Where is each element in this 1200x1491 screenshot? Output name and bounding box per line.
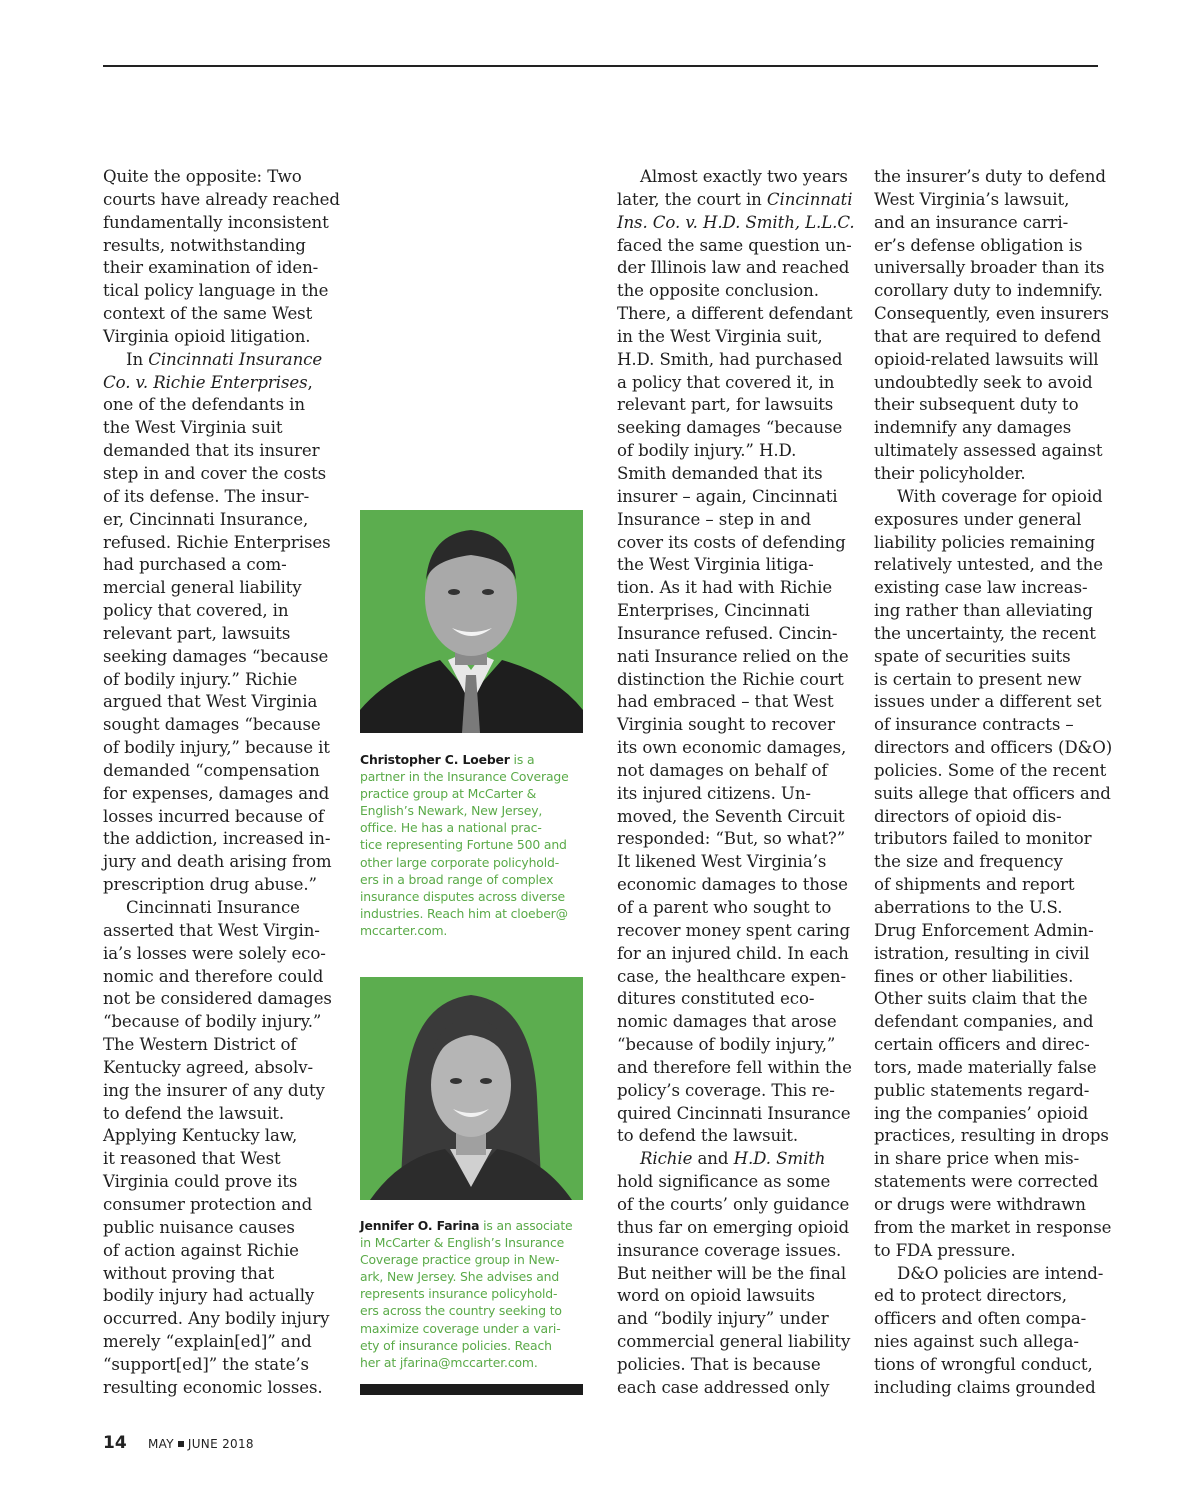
bio-line xyxy=(360,922,590,939)
bio-line xyxy=(360,1234,590,1251)
text-line: a policy that covered it, in xyxy=(617,372,835,392)
text-line: “because of bodily injury,” xyxy=(617,1035,836,1055)
bio-text: ark, New Jersey. She advises and xyxy=(360,1269,560,1285)
text-line: There, a different defendant xyxy=(617,304,853,324)
separator-square-icon xyxy=(178,1441,184,1447)
text-line: including claims grounded xyxy=(874,1377,1096,1397)
text-line: D&O policies are intend- xyxy=(897,1263,1104,1283)
text-line: jury and death arising from xyxy=(103,852,332,872)
text-line: seeking damages “because xyxy=(103,646,329,666)
bio-text: ety of insurance policies. Reach xyxy=(360,1337,552,1353)
text-line: universally broader than its xyxy=(874,258,1105,278)
text-line: undoubtedly seek to avoid xyxy=(874,372,1093,392)
page-number: 14 xyxy=(103,1433,127,1453)
text-line: ed to protect directors, xyxy=(874,1286,1067,1306)
text-line: statements were corrected xyxy=(874,1172,1099,1192)
text-line: results, notwithstanding xyxy=(103,235,306,255)
text-line: fundamentally inconsistent xyxy=(103,212,329,232)
text-line: insurance coverage issues. xyxy=(617,1240,842,1260)
text-line: Virginia sought to recover xyxy=(617,715,835,735)
text-line: to defend the lawsuit. xyxy=(103,1103,285,1123)
text-line: of its defense. The insur- xyxy=(103,486,310,506)
text-line: spate of securities suits xyxy=(874,646,1071,666)
text-line: had embraced – that West xyxy=(617,692,834,712)
text-line: and therefore fell within the xyxy=(617,1057,852,1077)
text-line: istration, resulting in civil xyxy=(874,943,1090,963)
text-line: policy’s coverage. This re- xyxy=(617,1080,835,1100)
bio-line xyxy=(360,836,590,853)
text-line: the uncertainty, the recent xyxy=(874,623,1096,643)
text-line: Cincinnati Insurance xyxy=(126,898,300,917)
text-line: tions of wrongful conduct, xyxy=(874,1354,1093,1374)
issue-date xyxy=(148,1437,254,1451)
bio-text: other large corporate policyhold- xyxy=(360,854,560,870)
text-line: policy that covered, in xyxy=(103,601,289,621)
text-line: context of the same West xyxy=(103,304,313,324)
text-line: in the West Virginia suit, xyxy=(617,326,823,346)
bio-line xyxy=(360,905,590,922)
text-line: H.D. Smith, had purchased xyxy=(617,349,843,369)
text-line: Smith demanded that its xyxy=(617,463,823,483)
text-line: that are required to defend xyxy=(874,326,1102,346)
bio-text: ers across the country seeking to xyxy=(360,1303,562,1319)
sidebar-end-bar xyxy=(360,1384,583,1395)
bio-text: ers in a broad range of complex xyxy=(360,871,554,887)
text-line: for expenses, damages and xyxy=(103,783,330,803)
text-line: and “bodily injury” under xyxy=(617,1309,829,1329)
text-line: or drugs were withdrawn xyxy=(874,1194,1086,1214)
bio-text: represents insurance policyhold- xyxy=(360,1286,558,1302)
text-line: relevant part, lawsuits xyxy=(103,623,291,643)
text-line: fines or other liabilities. xyxy=(874,966,1074,986)
text-line: consumer protection and xyxy=(103,1194,313,1214)
text-line: Richie and H.D. Smith xyxy=(640,1149,826,1169)
bio-line xyxy=(360,1217,590,1234)
text-line: each case addressed only xyxy=(617,1377,830,1397)
text-line: of bodily injury.” Richie xyxy=(103,669,298,689)
text-line: is certain to present new xyxy=(874,669,1082,689)
text-line: not be considered damages xyxy=(103,989,332,1009)
text-line: suits allege that officers and xyxy=(874,783,1111,803)
text-line: policies. Some of the recent xyxy=(874,760,1107,780)
bio-text: industries. Reach him at cloeber@ xyxy=(360,905,568,921)
bio-text: mccarter.com. xyxy=(360,922,448,938)
text-line: certain officers and direc- xyxy=(874,1035,1090,1055)
bio-line xyxy=(360,1268,590,1285)
text-line: distinction the Richie court xyxy=(617,669,844,689)
text-line: word on opioid lawsuits xyxy=(617,1286,815,1306)
bio-text: her at jfarina@mccarter.com. xyxy=(360,1354,538,1370)
text-line: to defend the lawsuit. xyxy=(617,1126,799,1146)
text-line: ditures constituted eco- xyxy=(617,989,815,1009)
text-line: one of the defendants in xyxy=(103,395,305,415)
bio-text: partner in the Insurance Coverage xyxy=(360,769,569,785)
bio-text: maximize coverage under a vari- xyxy=(360,1320,561,1336)
text-line: ultimately assessed against xyxy=(874,441,1103,461)
text-line: practices, resulting in drops xyxy=(874,1126,1109,1146)
bio-line xyxy=(360,1354,590,1371)
bio-line xyxy=(360,802,590,819)
text-line: resulting economic losses. xyxy=(103,1377,323,1397)
text-line: tributors failed to monitor xyxy=(874,829,1092,849)
text-line: sought damages “because xyxy=(103,715,321,735)
bio-text: Coverage practice group in New- xyxy=(360,1252,560,1268)
text-line: demanded “compensation xyxy=(103,760,320,780)
text-line: quired Cincinnati Insurance xyxy=(617,1103,851,1123)
text-line: public nuisance causes xyxy=(103,1217,295,1237)
text-line: of a parent who sought to xyxy=(617,898,832,917)
text-line: case, the healthcare expen- xyxy=(617,966,847,986)
text-line: exposures under general xyxy=(874,509,1082,529)
text-line: prescription drug abuse.” xyxy=(103,875,317,895)
bio-text: is a xyxy=(509,752,535,767)
text-line: it reasoned that West xyxy=(103,1149,281,1169)
text-line: In Cincinnati Insurance xyxy=(126,349,323,369)
text-line: tical policy language in the xyxy=(103,281,329,301)
text-line: the West Virginia suit xyxy=(103,418,283,438)
text-line: “because of bodily injury.” xyxy=(103,1012,322,1032)
text-line: er’s defense obligation is xyxy=(874,235,1083,255)
text-line: defendant companies, and xyxy=(874,1012,1094,1032)
text-line: the insurer’s duty to defend xyxy=(874,167,1106,186)
text-line: from the market in response xyxy=(874,1217,1112,1237)
woman-portrait-icon xyxy=(360,977,583,1200)
text-line: Drug Enforcement Admin- xyxy=(874,920,1094,940)
text-line: Co. v. Richie Enterprises, xyxy=(103,372,313,392)
text-line: Applying Kentucky law, xyxy=(103,1126,298,1146)
text-line: the opposite conclusion. xyxy=(617,281,819,301)
text-line: later, the court in Cincinnati xyxy=(617,189,853,209)
bio-text: in McCarter & English’s Insurance xyxy=(360,1235,565,1251)
bio-line xyxy=(360,1251,590,1268)
issue-month-year: JUNE 2018 xyxy=(187,1437,254,1451)
text-line: officers and often compa- xyxy=(874,1309,1087,1329)
text-line: the addiction, increased in- xyxy=(103,829,331,849)
text-line: merely “explain[ed]” and xyxy=(103,1332,312,1352)
text-line: cover its costs of defending xyxy=(617,532,846,552)
text-line: its own economic damages, xyxy=(617,738,847,758)
text-line: of the courts’ only guidance xyxy=(617,1194,850,1214)
text-line: their examination of iden- xyxy=(103,258,319,278)
text-line: commercial general liability xyxy=(617,1332,851,1352)
text-line: nati Insurance relied on the xyxy=(617,646,849,666)
bio-text: office. He has a national prac- xyxy=(360,820,542,836)
text-line: der Illinois law and reached xyxy=(617,258,850,278)
text-line: The Western District of xyxy=(103,1035,297,1055)
text-line: occurred. Any bodily injury xyxy=(103,1309,330,1329)
text-line: and an insurance carri- xyxy=(874,212,1069,232)
text-line: relatively untested, and the xyxy=(874,555,1103,575)
text-line: corollary duty to indemnify. xyxy=(874,281,1103,301)
text-line: of bodily injury.” H.D. xyxy=(617,441,797,461)
text-line: nomic damages that arose xyxy=(617,1012,837,1032)
issue-month: MAY xyxy=(148,1437,174,1451)
text-line: relevant part, for lawsuits xyxy=(617,395,834,415)
text-line: “support[ed]” the state’s xyxy=(103,1354,309,1374)
text-line: of shipments and report xyxy=(874,875,1075,895)
text-line: losses incurred because of xyxy=(103,806,324,826)
bio-line xyxy=(360,1302,590,1319)
text-line: the West Virginia litiga- xyxy=(617,555,814,575)
article-column-4 xyxy=(874,166,1113,1400)
text-line: Insurance – step in and xyxy=(617,509,811,529)
text-line: directors and officers (D&O) xyxy=(874,738,1113,758)
text-line: West Virginia’s lawsuit, xyxy=(874,189,1070,209)
bio-text: insurance disputes across diverse xyxy=(360,888,566,904)
text-line: demanded that its insurer xyxy=(103,441,320,461)
text-line: insurer – again, Cincinnati xyxy=(617,486,838,506)
bio-text: English’s Newark, New Jersey, xyxy=(360,803,543,819)
text-line: Kentucky agreed, absolv- xyxy=(103,1057,313,1077)
text-line: ing the companies’ opioid xyxy=(874,1103,1089,1123)
author-photo-jennifer-farina xyxy=(360,977,583,1200)
bio-text: is an associate xyxy=(479,1218,573,1233)
text-line: er, Cincinnati Insurance, xyxy=(103,509,309,529)
text-line: With coverage for opioid xyxy=(897,486,1103,506)
bio-line xyxy=(360,888,590,905)
author-bio-loeber xyxy=(360,751,590,939)
bio-line xyxy=(360,785,590,802)
text-line: hold significance as some xyxy=(617,1172,831,1192)
text-line: indemnify any damages xyxy=(874,418,1072,438)
text-line: existing case law increas- xyxy=(874,578,1088,598)
article-column-1 xyxy=(103,166,340,1400)
man-portrait-icon xyxy=(360,510,583,733)
text-line: argued that West Virginia xyxy=(103,692,318,712)
text-line: Other suits claim that the xyxy=(874,989,1088,1009)
text-line: faced the same question un- xyxy=(617,235,852,255)
text-line: refused. Richie Enterprises xyxy=(103,532,331,552)
text-line: mercial general liability xyxy=(103,578,302,598)
bio-line xyxy=(360,1285,590,1302)
text-line: to FDA pressure. xyxy=(874,1240,1016,1260)
text-line: of insurance contracts – xyxy=(874,715,1074,735)
text-line: moved, the Seventh Circuit xyxy=(617,806,845,826)
text-line: aberrations to the U.S. xyxy=(874,898,1063,917)
text-line: Enterprises, Cincinnati xyxy=(617,601,810,621)
article-column-3 xyxy=(617,166,855,1400)
text-line: their policyholder. xyxy=(874,463,1026,483)
author-name: Christopher C. Loeber xyxy=(360,752,510,767)
author-photo-christopher-loeber xyxy=(360,510,583,733)
text-line: its injured citizens. Un- xyxy=(617,783,811,803)
text-line: thus far on emerging opioid xyxy=(617,1217,849,1237)
text-line: courts have already reached xyxy=(103,189,340,209)
text-line: recover money spent caring xyxy=(617,920,851,940)
text-line: for an injured child. In each xyxy=(617,943,849,963)
text-line: Almost exactly two years xyxy=(640,167,848,186)
text-line: liability policies remaining xyxy=(874,532,1095,552)
text-line: not damages on behalf of xyxy=(617,760,828,780)
author-name: Jennifer O. Farina xyxy=(360,1218,480,1233)
bio-text: tice representing Fortune 500 and xyxy=(360,837,567,853)
text-line: asserted that West Virgin- xyxy=(103,920,320,940)
text-line: in share price when mis- xyxy=(874,1149,1080,1169)
text-line: of action against Richie xyxy=(103,1240,299,1260)
text-line: had purchased a com- xyxy=(103,555,287,575)
text-line: tors, made materially false xyxy=(874,1057,1097,1077)
text-line: responded: “But, so what?” xyxy=(617,829,846,849)
bio-line xyxy=(360,1320,590,1337)
text-line: bodily injury had actually xyxy=(103,1286,315,1306)
text-line: Virginia opioid litigation. xyxy=(103,326,311,346)
bio-line xyxy=(360,768,590,785)
bio-line xyxy=(360,819,590,836)
text-line: tion. As it had with Richie xyxy=(617,578,833,598)
text-line: nies against such allega- xyxy=(874,1332,1079,1352)
text-line: nomic and therefore could xyxy=(103,966,324,986)
top-rule xyxy=(103,65,1098,67)
text-line: step in and cover the costs xyxy=(103,463,327,483)
bio-line xyxy=(360,871,590,888)
text-line: without proving that xyxy=(103,1263,275,1283)
text-line: their subsequent duty to xyxy=(874,395,1079,415)
text-line: of bodily injury,” because it xyxy=(103,738,330,758)
author-bio-farina xyxy=(360,1217,590,1371)
text-line: public statements regard- xyxy=(874,1080,1090,1100)
bio-text: practice group at McCarter & xyxy=(360,786,537,802)
text-line: It likened West Virginia’s xyxy=(617,852,827,872)
text-line: Quite the opposite: Two xyxy=(103,167,302,186)
text-line: ia’s losses were solely eco- xyxy=(103,943,326,963)
text-line: the size and frequency xyxy=(874,852,1063,872)
text-line: seeking damages “because xyxy=(617,418,843,438)
text-line: Insurance refused. Cincin- xyxy=(617,623,838,643)
bio-line xyxy=(360,854,590,871)
text-line: But neither will be the final xyxy=(617,1263,847,1283)
bio-line xyxy=(360,751,590,768)
text-line: Ins. Co. v. H.D. Smith, L.L.C. xyxy=(617,212,855,232)
text-line: ing rather than alleviating xyxy=(874,601,1093,621)
bio-line xyxy=(360,1337,590,1354)
text-line: economic damages to those xyxy=(617,875,848,895)
text-line: Consequently, even insurers xyxy=(874,304,1109,324)
text-line: Virginia could prove its xyxy=(103,1172,298,1192)
text-line: opioid-related lawsuits will xyxy=(874,349,1099,369)
text-line: directors of opioid dis- xyxy=(874,806,1062,826)
text-line: issues under a different set xyxy=(874,692,1102,712)
text-line: policies. That is because xyxy=(617,1354,821,1374)
text-line: ing the insurer of any duty xyxy=(103,1080,325,1100)
